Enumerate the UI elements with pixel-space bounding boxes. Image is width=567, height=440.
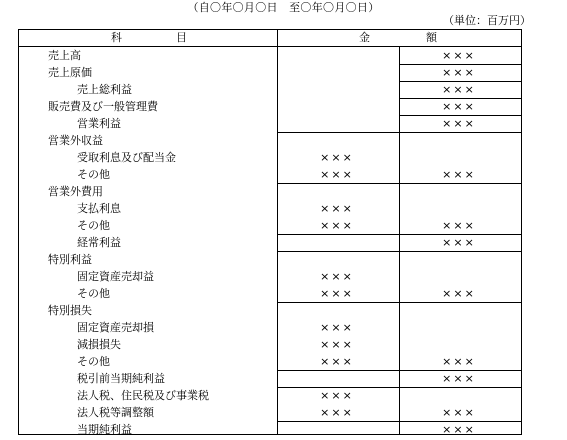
- row-label: 税引前当期純利益: [77, 372, 165, 385]
- row-label: 売上総利益: [77, 83, 132, 96]
- row-label: 営業外収益: [48, 134, 103, 147]
- row-amount-total: [400, 132, 518, 149]
- row-amount-detail: ×××: [320, 338, 354, 351]
- header-amount-1: 金: [359, 31, 370, 44]
- row-amount-total: ×××: [442, 117, 476, 130]
- header-amount-2: 額: [426, 31, 437, 44]
- row-amount-detail: [278, 251, 396, 268]
- row-amount-total: [400, 200, 518, 217]
- row-amount-detail: ×××: [320, 151, 354, 164]
- row-amount-detail: ×××: [320, 270, 354, 283]
- row-amount-total: [400, 319, 518, 336]
- row-label: 売上原価: [48, 66, 92, 79]
- row-amount-detail: ×××: [320, 389, 354, 402]
- row-amount-detail: [278, 183, 396, 200]
- row-amount-detail: ×××: [320, 219, 354, 232]
- row-amount-detail: ×××: [320, 168, 354, 181]
- row-amount-total: ×××: [442, 423, 476, 436]
- row-amount-total: ×××: [442, 66, 476, 79]
- header-subject-2: 目: [176, 31, 187, 44]
- row-label: その他: [77, 355, 110, 368]
- row-amount-total: ×××: [442, 236, 476, 249]
- row-label: 営業外費用: [48, 185, 103, 198]
- header-subject: [18, 30, 277, 46]
- row-label: 当期純利益: [77, 423, 132, 436]
- row-label: 支払利息: [77, 202, 121, 215]
- row-amount-detail: [278, 421, 396, 438]
- unit-note: （単位：百万円）: [443, 14, 531, 27]
- row-label: 固定資産売却損: [77, 321, 154, 334]
- row-label: 営業利益: [77, 117, 121, 130]
- row-amount-total: ×××: [442, 100, 476, 113]
- row-amount-total: ×××: [442, 49, 476, 62]
- row-amount-detail: [278, 302, 396, 319]
- row-amount-total: [400, 183, 518, 200]
- row-label: 特別損失: [48, 304, 92, 317]
- row-label: 販売費及び一般管理費: [48, 100, 158, 113]
- row-label: 特別利益: [48, 253, 92, 266]
- row-amount-total: [400, 149, 518, 166]
- row-label: その他: [77, 219, 110, 232]
- row-amount-total: ×××: [442, 355, 476, 368]
- row-amount-total: [400, 251, 518, 268]
- row-amount-total: ×××: [442, 168, 476, 181]
- row-amount-detail: ×××: [320, 406, 354, 419]
- row-amount-detail: [278, 47, 396, 64]
- row-amount-total: ×××: [442, 287, 476, 300]
- row-amount-total: [400, 387, 518, 404]
- row-label: 法人税等調整額: [77, 406, 154, 419]
- row-label: 法人税、住民税及び事業税: [77, 389, 209, 402]
- row-amount-detail: [278, 115, 396, 132]
- row-label: その他: [77, 168, 110, 181]
- row-label: その他: [77, 287, 110, 300]
- row-label: 受取利息及び配当金: [77, 151, 176, 164]
- header-subject-1: 科: [111, 31, 122, 44]
- row-amount-detail: ×××: [320, 321, 354, 334]
- row-amount-detail: ×××: [320, 202, 354, 215]
- row-amount-total: ×××: [442, 83, 476, 96]
- row-amount-detail: [278, 132, 396, 149]
- row-amount-total: [400, 268, 518, 285]
- row-amount-detail: [278, 234, 396, 251]
- row-amount-detail: ×××: [320, 355, 354, 368]
- row-label: 売上高: [48, 49, 81, 62]
- row-label: 経常利益: [77, 236, 121, 249]
- row-amount-total: [400, 302, 518, 319]
- row-amount-detail: [278, 98, 396, 115]
- row-label: 固定資産売却益: [77, 270, 154, 283]
- row-amount-detail: ×××: [320, 287, 354, 300]
- row-amount-detail: [278, 81, 396, 98]
- row-amount-total: ×××: [442, 219, 476, 232]
- period-heading: （自〇年〇月〇日 至〇年〇月〇日）: [187, 1, 380, 14]
- row-amount-total: [400, 336, 518, 353]
- header-amount: [278, 30, 521, 46]
- row-label: 減損損失: [77, 338, 121, 351]
- row-amount-total: ×××: [442, 372, 476, 385]
- row-amount-total: ×××: [442, 406, 476, 419]
- row-amount-detail: [278, 64, 396, 81]
- row-amount-detail: [278, 370, 396, 387]
